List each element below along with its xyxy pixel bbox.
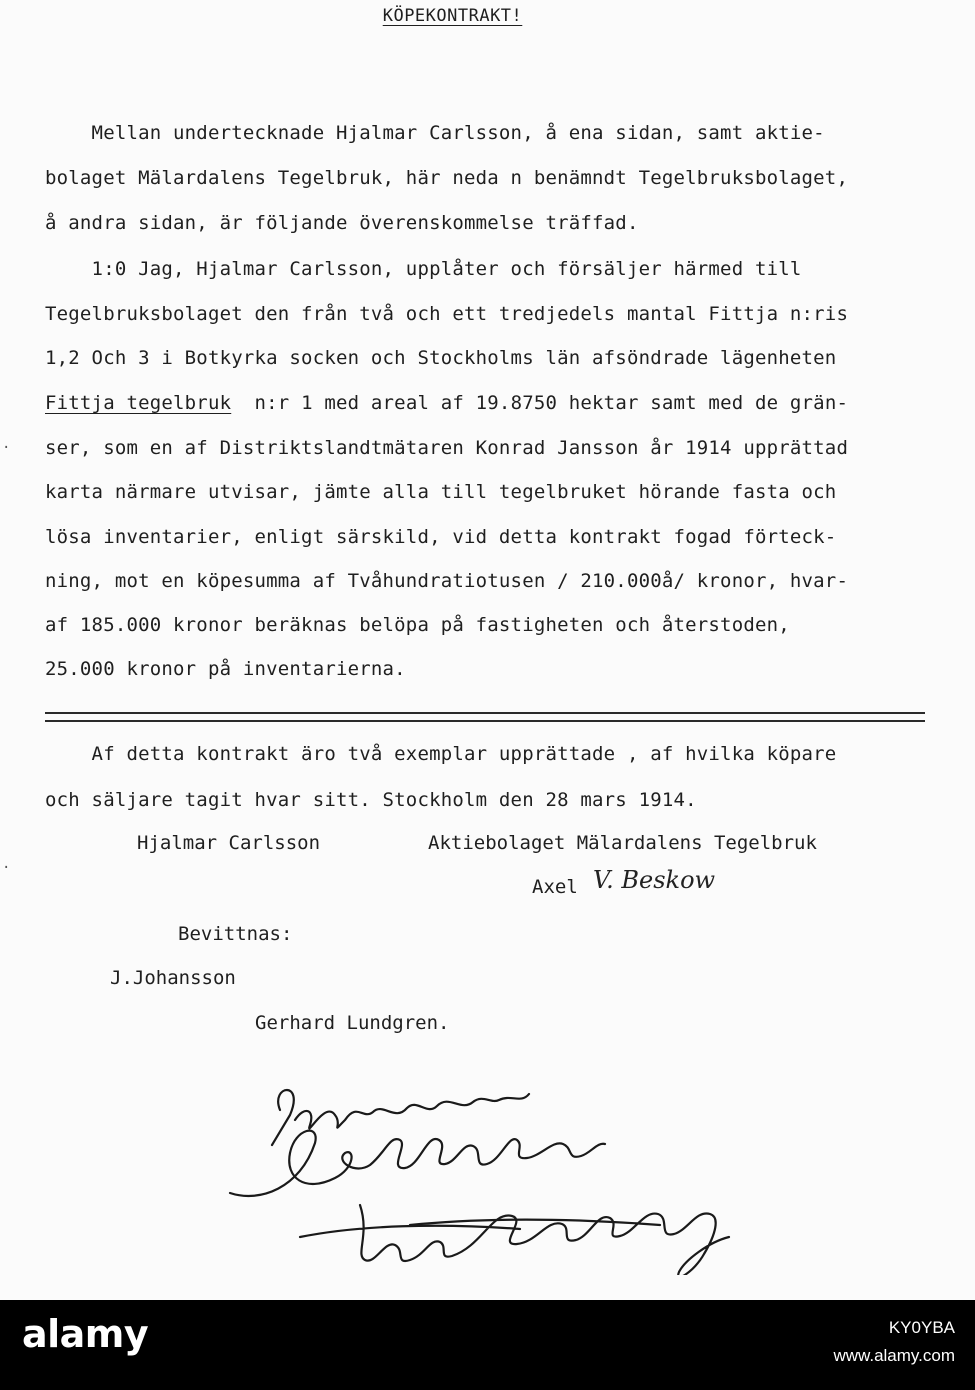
seller-name: Hjalmar Carlsson bbox=[137, 832, 321, 854]
watermark-url: www.alamy.com bbox=[833, 1346, 955, 1365]
double-rule-separator bbox=[45, 712, 925, 722]
paragraph-1-line-3: å andra sidan, är följande överenskommelse träffad. bbox=[45, 212, 639, 234]
paragraph-2-line-2: Tegelbruksbolaget den från två och ett tredjedels mantal Fittja n:ris bbox=[45, 303, 849, 325]
paragraph-2-line-8: ning, mot en köpesumma af Tvåhundratiotusen / 210.000å/ kronor, hvar- bbox=[45, 570, 849, 592]
margin-mark: · bbox=[2, 440, 11, 456]
document-title: KÖPEKONTRAKT! bbox=[382, 6, 523, 26]
beskow-signature: V. Beskow bbox=[593, 866, 716, 894]
handwritten-signature-image bbox=[210, 1075, 860, 1275]
alamy-logo: alamy bbox=[22, 1312, 149, 1356]
property-name: Fittja tegelbruk bbox=[45, 392, 232, 414]
margin-mark: · bbox=[2, 860, 11, 876]
paragraph-2-line-5: ser, som en af Distriktslandtmätaren Konrad Jansson år 1914 upprättad bbox=[45, 437, 849, 459]
witness-label: Bevittnas: bbox=[178, 923, 293, 945]
image-id: KY0YBA bbox=[888, 1318, 955, 1337]
paragraph-2-line-6: karta närmare utvisar, jämte alla till tegelbruket hörande fasta och bbox=[45, 481, 837, 503]
paragraph-2-line-4 bbox=[45, 392, 960, 414]
paragraph-2-line-10: 25.000 kronor på inventarierna. bbox=[45, 658, 406, 680]
paragraph-2-line-3: 1,2 Och 3 i Botkyrka socken och Stockholms län afsöndrade lägenheten bbox=[45, 347, 837, 369]
paragraph-2-line-4-rest: n:r 1 med areal af 19.8750 hektar samt med de grän- bbox=[231, 392, 849, 414]
scribble-line-4 bbox=[410, 1220, 660, 1225]
scribble-line-1 bbox=[272, 1090, 529, 1145]
paragraph-1-line-1: Mellan undertecknade Hjalmar Carlsson, å ena sidan, samt aktie- bbox=[45, 122, 825, 144]
scribble-line-3 bbox=[300, 1205, 729, 1275]
paragraph-2-line-7: lösa inventarier, enligt särskild, vid detta kontrakt fogad förteck- bbox=[45, 526, 837, 548]
witness-2: Gerhard Lundgren. bbox=[255, 1012, 450, 1034]
paragraph-3-line-1: Af detta kontrakt äro två exemplar upprättade , af hvilka köpare bbox=[45, 743, 837, 765]
witness-1: J.Johansson bbox=[110, 967, 236, 989]
paragraph-3-line-2: och säljare tagit hvar sitt. Stockholm den 28 mars 1914. bbox=[45, 789, 697, 811]
buyer-name: Aktiebolaget Mälardalens Tegelbruk bbox=[428, 832, 817, 854]
paragraph-2-line-1: 1:0 Jag, Hjalmar Carlsson, upplåter och försäljer härmed till bbox=[45, 258, 802, 280]
paragraph-2-line-9: af 185.000 kronor beräknas belöpa på fastigheten och återstoden, bbox=[45, 614, 790, 636]
buyer-representative: Axel bbox=[532, 876, 578, 898]
paragraph-1-line-2: bolaget Mälardalens Tegelbruk, här neda n benämndt Tegelbruksbolaget, bbox=[45, 167, 849, 189]
scribble-line-2 bbox=[230, 1131, 605, 1196]
